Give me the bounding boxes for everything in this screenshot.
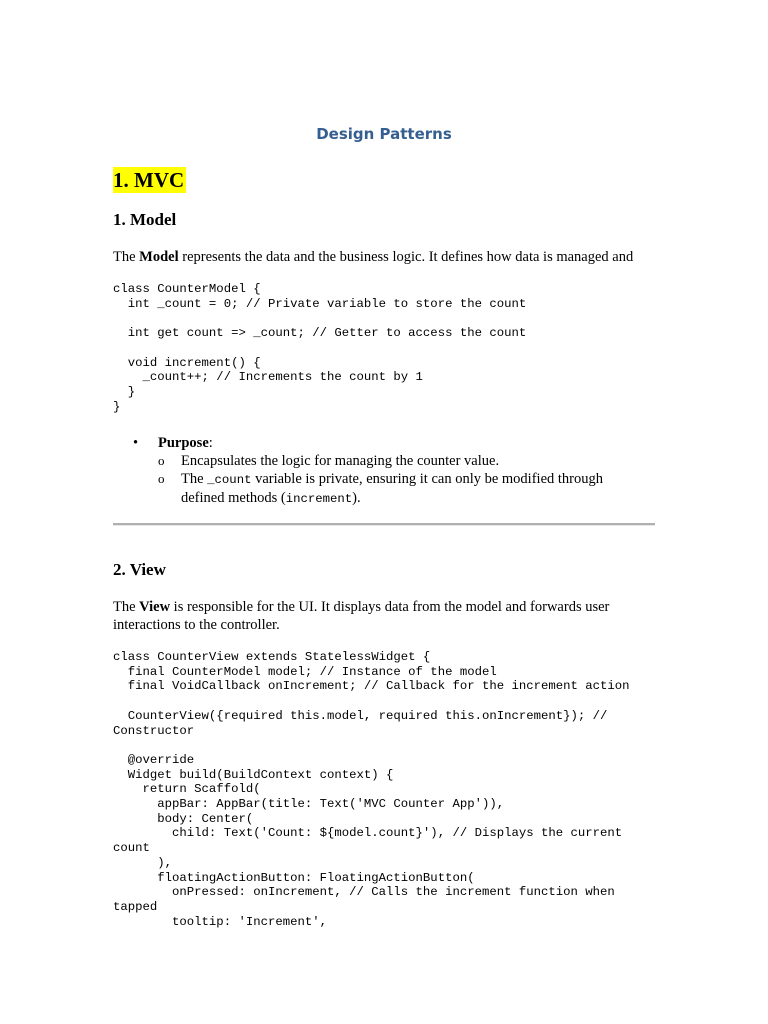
view-intro-prefix: The <box>113 599 140 615</box>
view-intro-bold: View <box>139 599 171 615</box>
purpose-label-bold: Purpose <box>158 435 209 451</box>
purpose-sub-item-2-prefix: The <box>181 471 208 487</box>
bullet-marker: • <box>133 435 139 451</box>
purpose-sub-item-2-rest: variable is private, ensuring it can only be modified through defined methods ( <box>181 471 603 506</box>
purpose-label <box>158 434 213 452</box>
purpose-sub-item-1 <box>158 452 641 470</box>
model-code-block: class CounterModel { int _count = 0; // Private variable to store the count int get count => _count; // Getter to access the count void increment() { _count++; // Increments the count by 1 } } <box>113 282 527 414</box>
view-code-block: class CounterView extends StatelessWidget { final CounterModel model; // Instance of the model final VoidCallback onIncrement; // Callback for the increment action CounterView({required this.model, required this.onIncrement}); // Constructor @override Widget build(BuildContext context) { return Scaffold( appBar: AppBar(title: Text('MVC Counter App')), body: Center( child: Text('Count: ${model.count}'), // Displays the current count ), floatingActionButton: FloatingActionButton( onPressed: onIncrement, // Calls the increment function when tapped tooltip: 'Increment', <box>113 650 630 929</box>
purpose-colon: : <box>208 435 213 451</box>
purpose-sub-item-2 <box>158 470 641 508</box>
sub-bullet-marker: o <box>158 471 165 486</box>
purpose-sub-item-1-text: Encapsulates the logic for managing the counter value. <box>181 453 500 469</box>
model-heading: 1. Model <box>113 210 177 229</box>
model-intro-prefix: The <box>113 249 140 265</box>
view-intro-rest: is responsible for the UI. It displays data from the model and forwards user interactions to the controller. <box>113 599 610 633</box>
model-intro-paragraph <box>113 248 658 266</box>
model-intro-rest: represents the data and the business logic. It defines how data is managed and <box>178 249 634 265</box>
horizontal-divider <box>113 523 655 526</box>
document-title: Design Patterns <box>316 125 452 143</box>
purpose-sub-item-2-end: ). <box>352 490 361 506</box>
model-intro-bold: Model <box>139 249 179 265</box>
inline-code-count: _count <box>207 473 252 487</box>
inline-code-increment: increment <box>285 492 353 506</box>
view-intro-paragraph <box>113 598 658 634</box>
highlighted-heading-text: 1. MVC <box>113 168 185 192</box>
view-heading: 2. View <box>113 560 166 579</box>
section-heading-mvc <box>113 168 186 192</box>
sub-bullet-marker: o <box>158 453 165 468</box>
